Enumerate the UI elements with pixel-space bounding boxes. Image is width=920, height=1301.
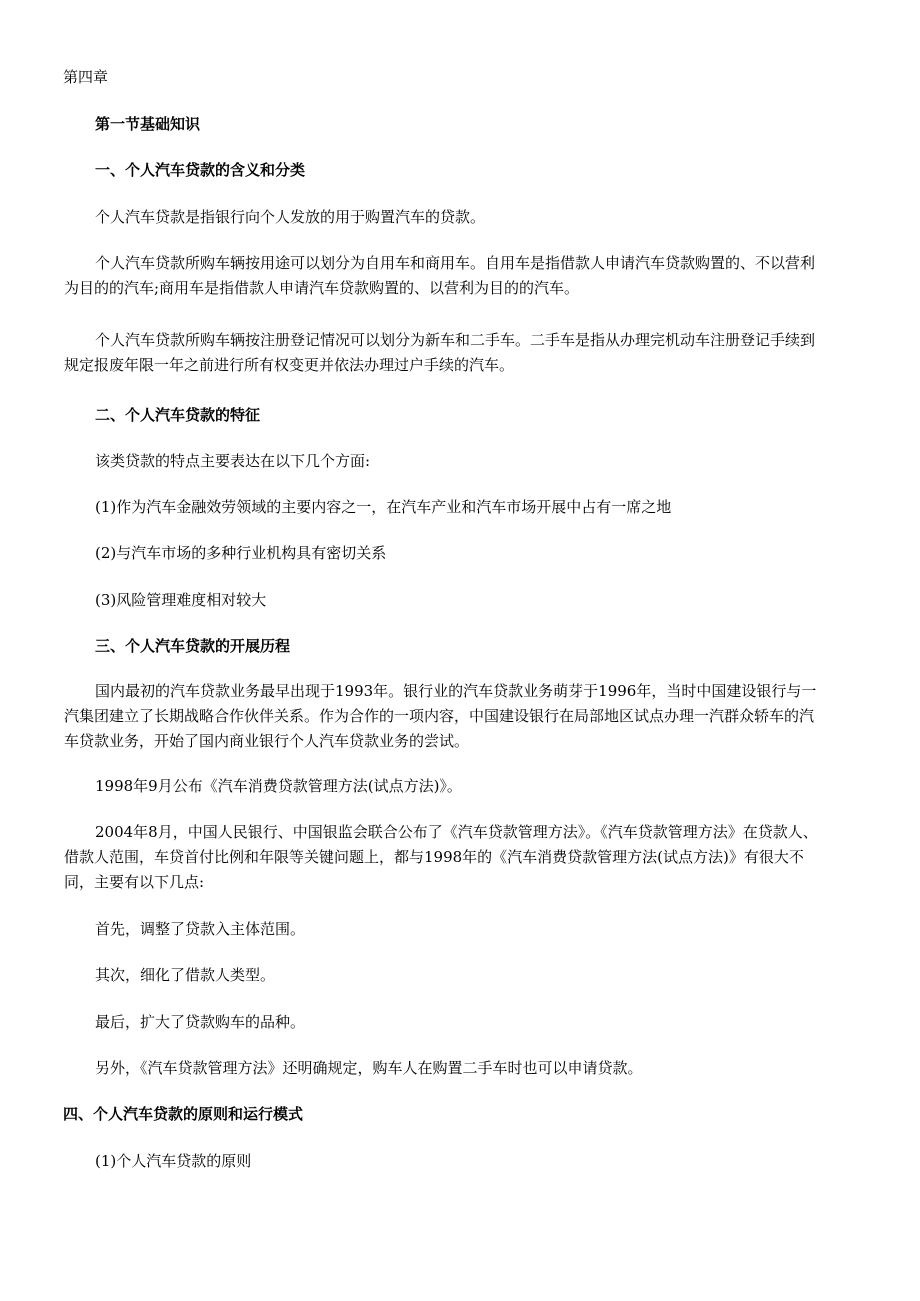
point-first: 首先，调整了贷款入主体范围。 [95, 920, 306, 938]
feature-item-1: (1)作为汽车金融效劳领域的主要内容之一，在汽车产业和汽车市场开展中占有一席之地 [95, 498, 672, 516]
paragraph-history: 国内最初的汽车贷款业务最早出现于1993年。银行业的汽车贷款业务萌芽于1996年，当时中国建设银行与一汽集团建立了长期战略合作伙伴关系。作为合作的一项内容，中国建设银行在局部地区试点办理一汽群众轿车的汽车贷款业务，开始了国内商业银行个人汽车贷款业务的尝试。 [64, 682, 817, 750]
feature-item-2: (2)与汽车市场的多种行业机构具有密切关系 [95, 544, 387, 562]
heading-principles-models: 四、个人汽车贷款的原则和运行模式 [63, 1105, 304, 1123]
chapter-title: 第四章 [63, 68, 109, 86]
paragraph-1998: 1998年9月公布《汽车消费贷款管理方法(试点方法)》。 [95, 777, 462, 795]
section-title: 第一节基础知识 [95, 115, 201, 133]
paragraph-features-intro: 该类贷款的特点主要表达在以下几个方面: [95, 452, 371, 470]
heading-definition-classification: 一、个人汽车贷款的含义和分类 [95, 161, 306, 179]
heading-history: 三、个人汽车贷款的开展历程 [95, 637, 291, 655]
heading-features: 二、个人汽车贷款的特征 [95, 406, 261, 424]
paragraph-definition: 个人汽车贷款是指银行向个人发放的用于购置汽车的贷款。 [95, 208, 486, 226]
subheading-principles: (1)个人汽车贷款的原则 [95, 1152, 252, 1170]
point-last: 最后，扩大了贷款购车的品种。 [95, 1013, 306, 1031]
point-additionally: 另外，《汽车贷款管理方法》还明确规定，购车人在购置二手车时也可以申请贷款。 [95, 1059, 643, 1077]
paragraph-2004: 2004年8月，中国人民银行、中国银监会联合公布了《汽车贷款管理方法》。《汽车贷款管理方法》在贷款人、借款人范围，车贷首付比例和年限等关键问题上，都与1998年的《汽车消费贷款管理方法(试点方法)》有很大不同，主要有以下几点: [64, 823, 818, 891]
paragraph-usage-classification: 个人汽车贷款所购车辆按用途可以划分为自用车和商用车。自用车是指借款人申请汽车贷款购置的、不以营利为目的的汽车;商用车是指借款人申请汽车贷款购置的、以营利为目的的汽车。 [64, 254, 816, 297]
paragraph-registration-classification: 个人汽车贷款所购车辆按注册登记情况可以划分为新车和二手车。二手车是指从办理完机动车注册登记手续到规定报废年限一年之前进行所有权变更并依法办理过户手续的汽车。 [64, 331, 816, 374]
feature-item-3: (3)风险管理难度相对较大 [95, 591, 267, 609]
point-second: 其次，细化了借款人类型。 [95, 966, 276, 984]
